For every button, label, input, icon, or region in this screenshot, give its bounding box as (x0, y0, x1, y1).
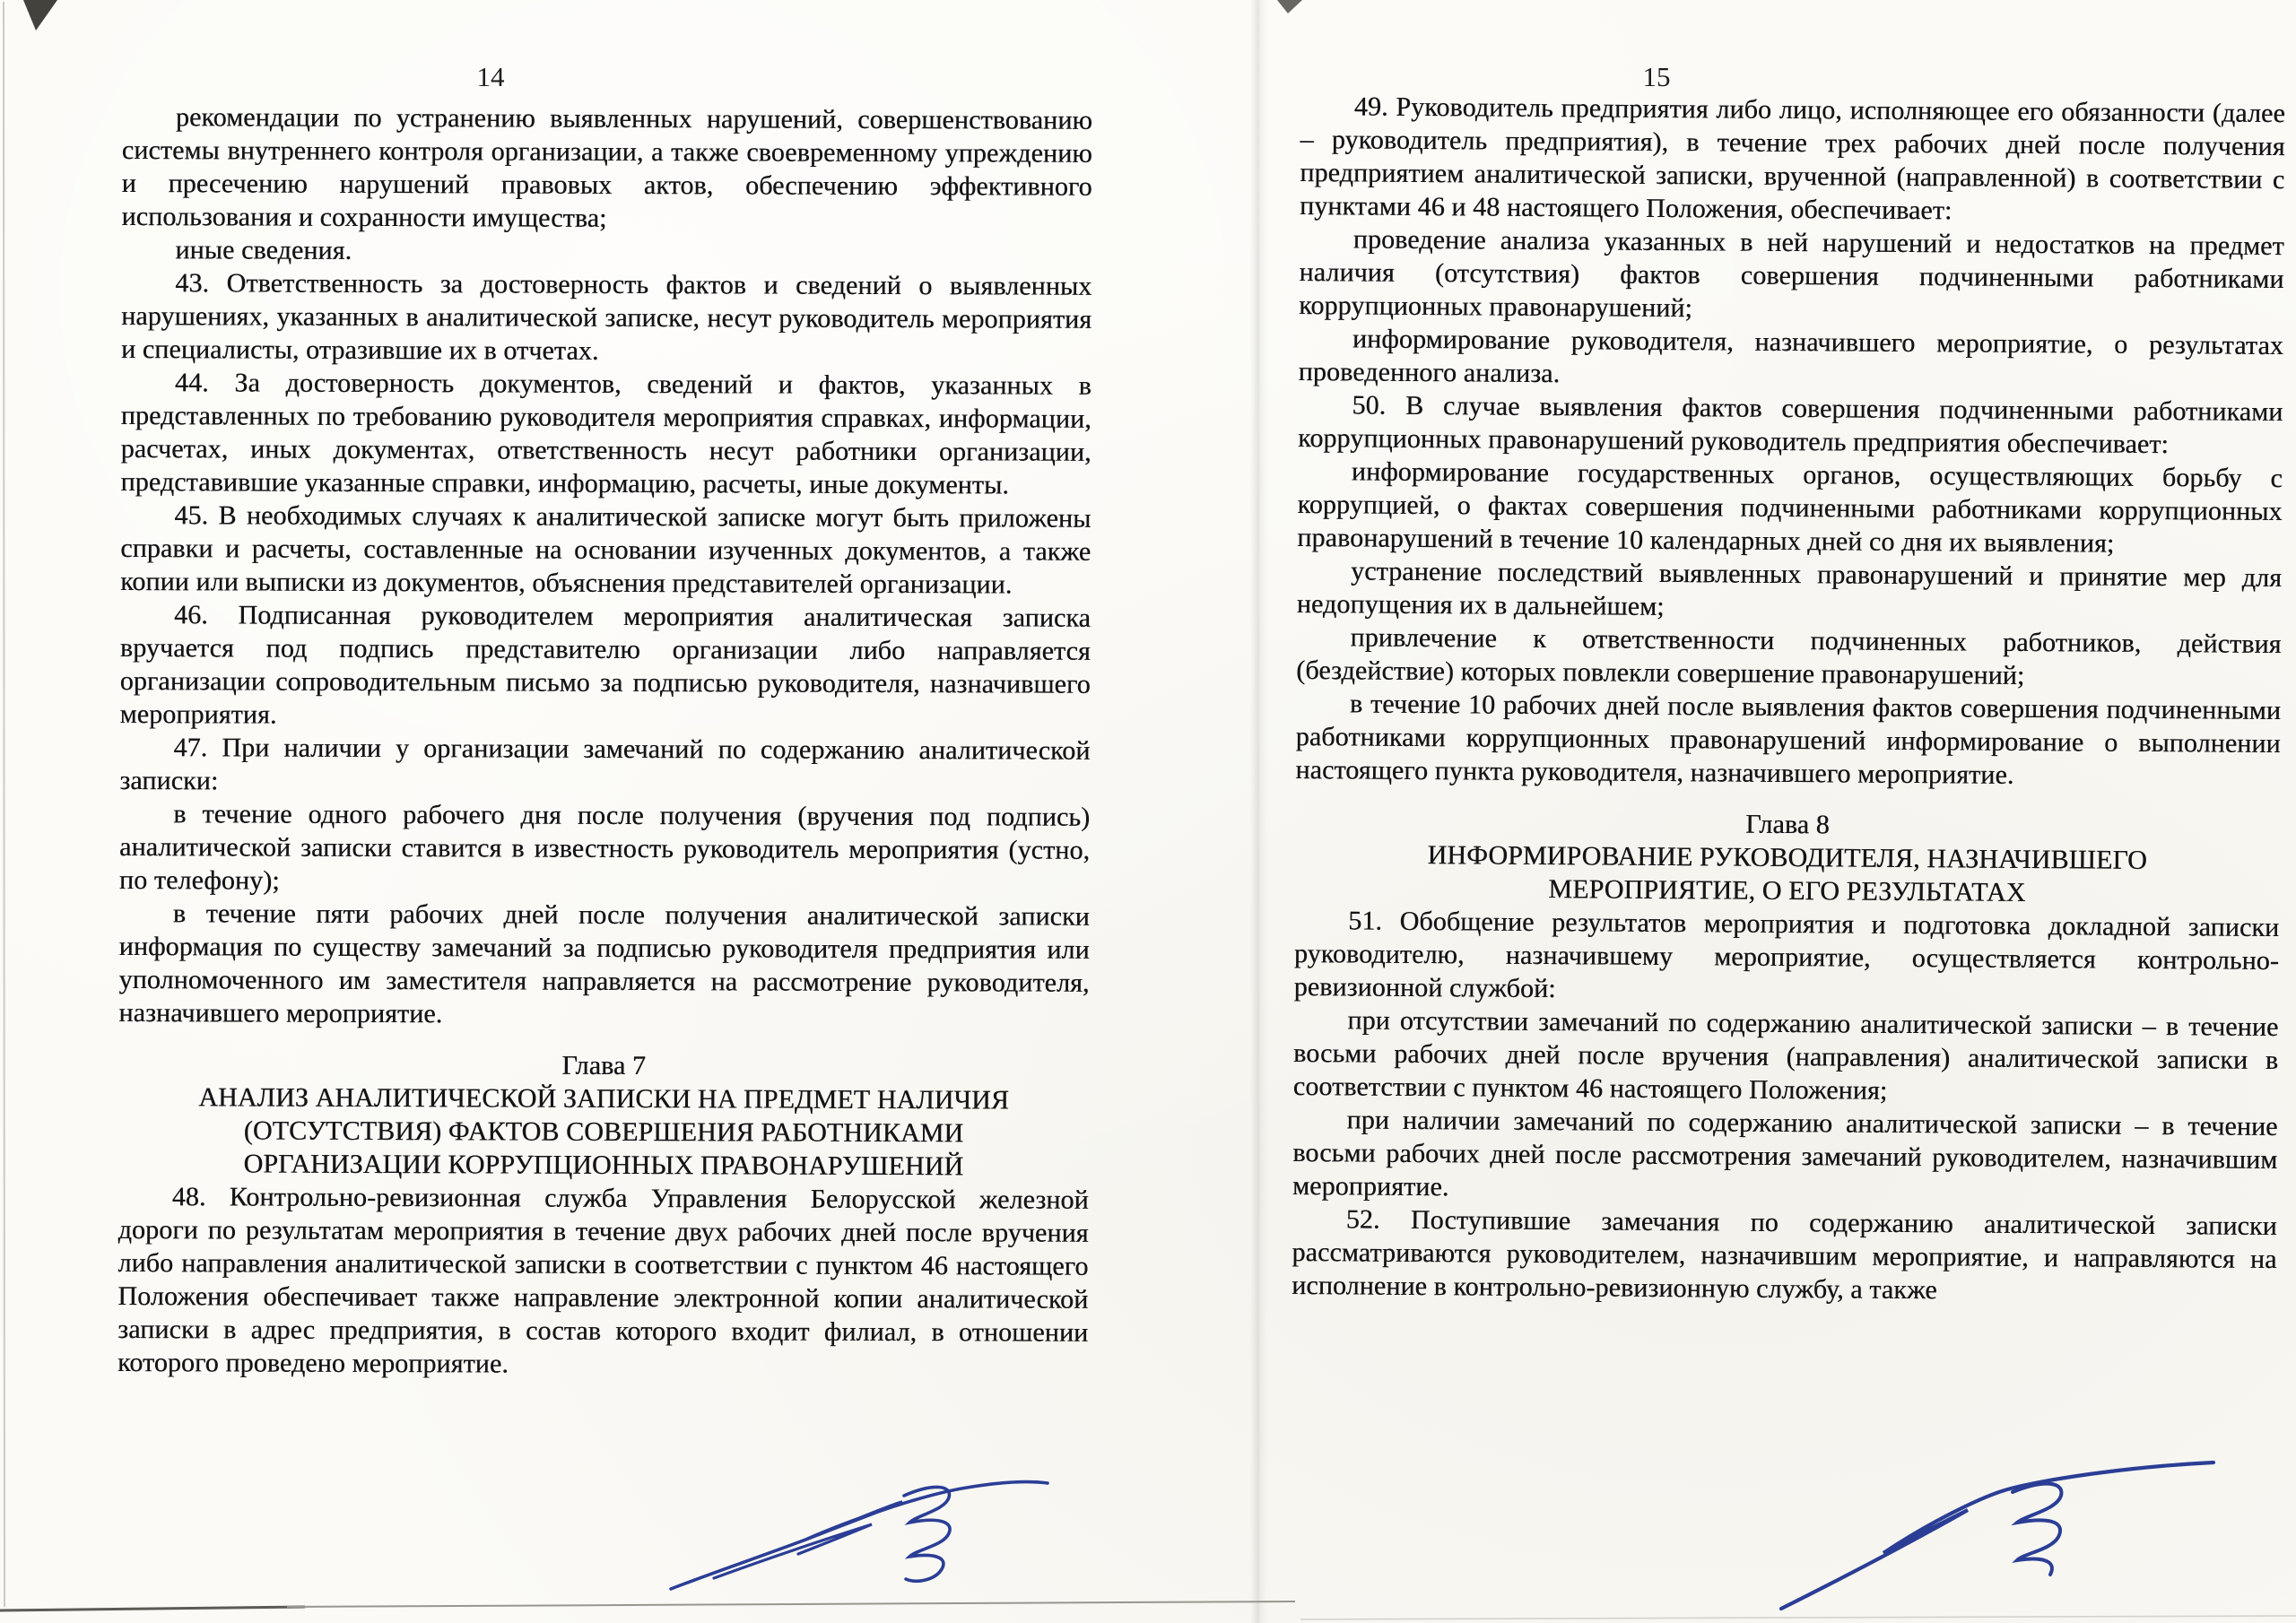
paragraph: 46. Подписанная руководителем мероприятия аналитическая записка вручается под подпись представителю организации либо направляется организации сопроводительным письмо за подписью руководителя, назначившего мероприятия. (119, 600, 1091, 730)
paragraph: информирование руководителя, назначившего мероприятие, о результатах проведенного анализа. (1298, 324, 2284, 389)
paragraph: 47. При наличии у организации замечаний по содержанию аналитической записки: (119, 733, 1091, 796)
paragraph: информирование государственных органов, осуществляющих борьбу с коррупцией, о фактах совершения подчиненными работниками коррупционных правонарушений в течение 10 календарных дней со дня их выявления; (1297, 456, 2283, 559)
paragraph: 49. Руководитель предприятия либо лицо, исполняющее его обязанности (далее – руководитель предприятия), в течение трех рабочих дней после получения предприятием аналитической записки, врученной (направленной) в соответствии с пунктами 46 и 48 настоящего Положения, обеспечивает: (1299, 91, 2285, 226)
paragraph: при наличии замечаний по содержанию аналитической записки – в течение восьми рабочих дней после рассмотрения замечаний руководителем, назначившим мероприятие. (1292, 1105, 2278, 1202)
paragraph: в течение 10 рабочих дней после выявления фактов совершения подчиненными работниками коррупционных правонарушений информирование о выполнении настоящего пункта руководителя, назначившего мероприятие. (1295, 689, 2282, 790)
heading-line: (ОТСУТСТВИЯ) ФАКТОВ СОВЕРШЕНИЯ РАБОТНИКАМИ (243, 1115, 964, 1149)
page-number: 14 (476, 61, 505, 92)
heading-line: ИНФОРМИРОВАНИЕ РУКОВОДИТЕЛЯ, НАЗНАЧИВШЕГО (1427, 840, 2147, 875)
paragraph: при отсутствии замечаний по содержанию аналитической записки – в течение восьми рабочих дней после вручения (направления) аналитической записки в соответствии с пунктом 46 настоящего Положения; (1292, 1005, 2279, 1106)
scanned-page-14 (5, 0, 1257, 1623)
paragraph: 52. Поступившие замечания по содержанию аналитической записки рассматриваются руководителем, назначившим мероприятие, и направляются на исполнение в контрольно-ревизионную службу, а также (1292, 1204, 2277, 1306)
paragraph: 50. В случае выявления фактов совершения подчиненными работниками коррупционных правонарушений руководитель предприятия обеспечивает: (1298, 390, 2283, 460)
paragraph: 43. Ответственность за достоверность фактов и сведений о выявленных нарушениях, указанных в аналитической записке, несут руководитель мероприятия и специалисты, отразившие их в отчетах. (120, 268, 1092, 366)
chapter-heading (118, 1081, 1089, 1184)
paragraph: проведение анализа указанных в ней нарушений и недостатков на предмет наличия (отсутствия) фактов совершения подчиненными работниками коррупционных правонарушений; (1299, 224, 2284, 324)
chapter-label: Глава 8 (1745, 809, 1830, 840)
paragraph: в течение пяти рабочих дней после получения аналитической записки информация по существу замечаний за подписью руководителя предприятия или уполномоченного им заместителя направляется на рассмотрение руководителя, назначившего мероприятие. (118, 898, 1090, 1029)
page-number: 15 (1642, 61, 1671, 92)
page-body (1292, 90, 2285, 1309)
paragraph: 48. Контрольно-ревизионная служба Управления Белорусской железной дороги по результатам мероприятия в течение двух рабочих дней после вручения либо направления аналитической записки в соответствии с пунктом 46 настоящего Положения обеспечивает также направление электронной копии аналитической записки в адрес предприятия, в состав которого входит филиал, в отношении которого проведено мероприятие. (117, 1182, 1089, 1379)
chapter-label: Глава 7 (561, 1050, 647, 1081)
chapter-heading (1294, 838, 2280, 911)
heading-line: МЕРОПРИЯТИЕ, О ЕГО РЕЗУЛЬТАТАХ (1548, 874, 2026, 907)
heading-line: ОРГАНИЗАЦИИ КОРРУПЦИОННЫХ ПРАВОНАРУШЕНИЙ (243, 1149, 964, 1182)
paragraph: 45. В необходимых случаях к аналитической записке могут быть приложены справки и расчеты, составленные на основании изученных документов, а также копии или выписки из документов, объяснения представителей организации. (120, 500, 1091, 600)
paragraph: иные сведения. (175, 235, 352, 265)
paragraph: в течение одного рабочего дня после получения (вручения под подпись) аналитической записки ставится в известность руководитель мероприятия (устно, по телефону); (118, 799, 1091, 896)
scanned-page-15 (1266, 0, 2296, 1623)
paragraph: 51. Обобщение результатов мероприятия и подготовка докладной записки руководителю, назначившему мероприятие, осуществляется контрольно-ревизионной службой: (1293, 906, 2280, 1004)
paragraph: рекомендации по устранению выявленных нарушений, совершенствованию системы внутреннего контроля организации, а также своевременному упреждению и пресечению нарушений правовых актов, обеспечению эффективного использования и сохранности имущества; (121, 102, 1092, 233)
heading-line: АНАЛИЗ АНАЛИТИЧЕСКОЙ ЗАПИСКИ НА ПРЕДМЕТ НАЛИЧИЯ (198, 1082, 1010, 1115)
paragraph: 44. За достоверность документов, сведений и фактов, указанных в представленных по требованию руководителя мероприятия справках, информации, расчетах, иных документах, ответственность несут работники организации, представившие указанные справки, информацию, расчеты, иные документы. (120, 368, 1091, 500)
paragraph: привлечение к ответственности подчиненных работников, действия (бездействие) которых повлекли совершение правонарушений; (1296, 622, 2282, 690)
paragraph: устранение последствий выявленных правонарушений и принятие мер для недопущения их в дальнейшем; (1296, 556, 2283, 621)
page-body (117, 100, 1092, 1383)
